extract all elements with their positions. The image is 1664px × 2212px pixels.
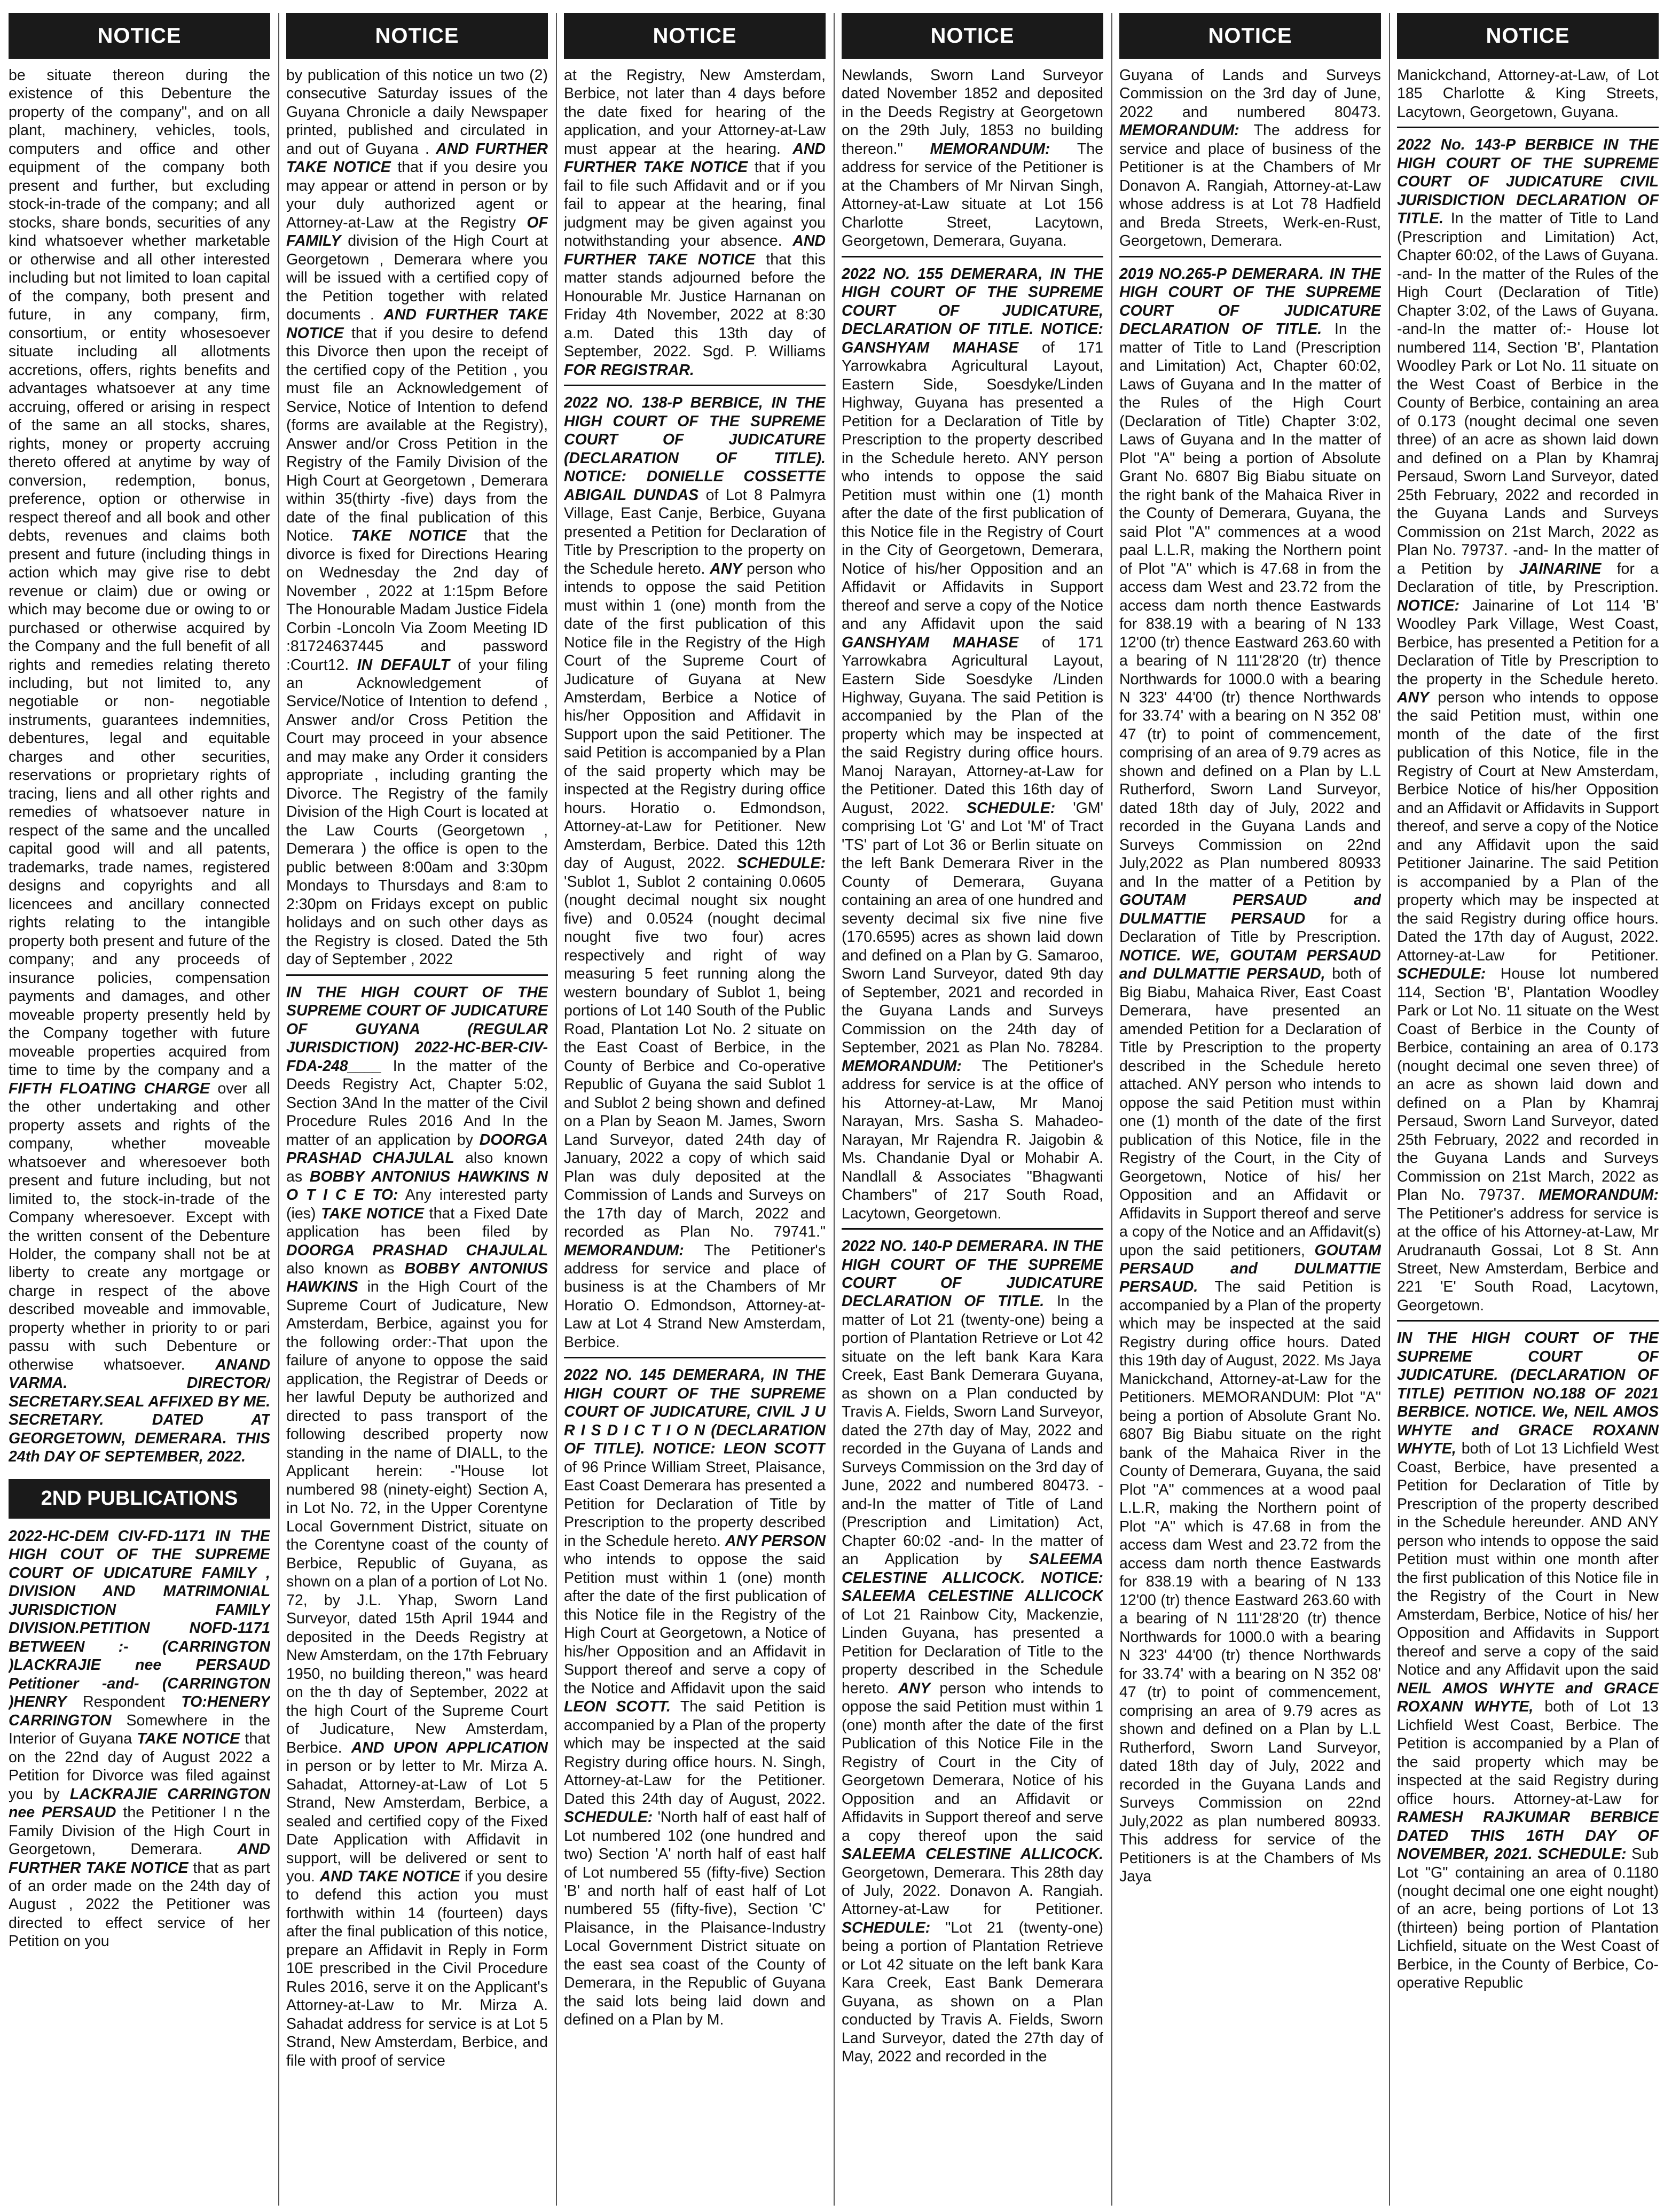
column-body [564, 66, 826, 2029]
notice-divider [842, 1228, 1103, 1230]
notice-text: 2022 NO. 138-P BERBICE, IN THE HIGH COURT OF THE SUPREME COURT OF JUDICATURE (DECLARATION OF TITLE). NOTICE: DONIELLE COSSETTE ABIGAIL DUNDAS of Lot 8 Palmyra Village, East Canje, Berbice, Guyana presented a Petition for Declaration of Title by Prescription to the property on the Schedule hereto. ANY person who intends to oppose the said Petition must within 1 (one) month from the date of the first publication of this Notice file in the Registry of the High Court of the Supreme Court of Judicature of Guyana at New Amsterdam, Berbice a Notice of his/her Opposition and Affidavit in Support upon the said Petitioner. The said Petition is accompanied by a Plan of the said property which may be inspected at the Registry during office hours. Horatio o. Edmondson, Attorney-at-Law for Petitioner. New Amsterdam, Berbice. Dated this 12th day of August, 2022. SCHEDULE: 'Sublot 1, Sublot 2 containing 0.0605 (nought decimal nought six nought five) and 0.0524 (nought decimal nought five two four) acres respectively and right of way measuring 5 feet running along the western boundary of Sublot 1, being portions of Lot 140 South of the Public Road, Plantation Lot No. 2 situate on the East Coast of Berbice, in the County of Berbice and Co-operative Republic of Guyana the said Sublot 1 and Sublot 2 being shown and defined on a Plan by Seaon M. James, Sworn Land Surveyor, dated 24th day of January, 2022 a copy of which said Plan was duly deposited at the Commission of Lands and Surveys on the 17th day of March, 2022 and recorded as Plan No. 79741." MEMORANDUM: The Petitioner's address for service and place of business is at the Chambers of Mr Horatio O. Edmondson, Attorney-at-Law at Lot 4 Strand New Amsterdam, Berbice. [564, 394, 826, 1351]
column-5 [1119, 13, 1381, 2206]
notice-text: by publication of this notice un two (2) consecutive Saturday issues of the Guyana Chronicle a daily Newspaper printed, published and circulated in and out of Guyana . AND FURTHER TAKE NOTICE that if you desire you may appear or attend in person or by your duly authorized agent or Attorney-at-Law at the Registry OF FAMILY division of the High Court at Georgetown , Demerara where you will be issued with a certified copy of the Petition together with related documents . AND FURTHER TAKE NOTICE that if you desire to defend this Divorce then upon the receipt of the certified copy of the Petition , you must file an Acknowledgement of Service, Notice of Intention to defend (forms are available at the Registry), Answer and/or Cross Petition in the Registry of the Family Division of the High Court at Georgetown , Demerara within 35(thirty -five) days from the date of the final publication of this Notice. TAKE NOTICE that the divorce is fixed for Directions Hearing on Wednesday the 2nd day of November , 2022 at 1:15pm Before The Honourable Madam Justice Fidela Corbin -Loncoln Via Zoom Meeting ID :81724637445 and password :Court12. IN DEFAULT of your filing an Acknowledgement of Service/Notice of Intention to defend , Answer and/or Cross Petition the Court may proceed in your absence and may make any Order it considers appropriate , including granting the Divorce. The Registry of the family Division of the High Court is located at the Law Courts (Georgetown , Demerara ) the office is open to the public between 8:00am and 3:30pm Mondays to Thursdays and 8:am to 2:30pm on Fridays except on public holidays and on such other days as the Registry is closed. Dated the 5th day of September , 2022 [286, 67, 548, 968]
notice-text: 2022 NO. 140-P DEMERARA. IN THE HIGH COURT OF THE SUPREME COURT OF JUDICATURE DECLARATION OF TITLE. In the matter of Lot 21 (twenty-one) being a portion of Plantation Retrieve or Lot 42 situate on the left bank Kara Kara Creek, East Bank Demerara Guyana, as shown on a Plan conducted by Travis A. Fields, Sworn Land Surveyor, dated the 27th day of May, 2022 and recorded in the Guyana of Lands and Surveys Commission on the 3rd day of June, 2022 and numbered 80473. -and-In the matter of Title of Land (Prescription and Limitation) Act, Chapter 60:02 -and- In the matter of an Application by SALEEMA CELESTINE ALLICOCK. NOTICE: SALEEMA CELESTINE ALLICOCK of Lot 21 Rainbow City, Mackenzie, Linden Guyana, has presented a Petition for Declaration of Title to the property described in the Schedule hereto. ANY person who intends to oppose the said Petition must within 1 (one) month after the date of the first Publication of this Notice File in the Registry of Court in the City of Georgetown Demerara, Notice of his Opposition and an Affidavit or Affidavits in Support thereof and serve a copy thereof upon the said SALEEMA CELESTINE ALLICOCK. Georgetown, Demerara. This 28th day of July, 2022. Donavon A. Rangiah. Attorney-at-Law for Petitioner. SCHEDULE: "Lot 21 (twenty-one) being a portion of Plantation Retrieve or Lot 42 situate on the left bank Kara Kara Creek, East Bank Demerara Guyana, as shown on a Plan conducted by Travis A. Fields, Sworn Land Surveyor, dated the 27th day of May, 2022 and recorded in the [842, 1238, 1103, 2066]
column-header: NOTICE [564, 13, 826, 59]
notice-divider [564, 1357, 826, 1358]
notice-text: 2022 NO. 145 DEMERARA, IN THE HIGH COURT OF THE SUPREME COURT OF JUDICATURE, CIVIL J U R I S D I C T I O N (DECLARATION OF TITLE). NOTICE: LEON SCOTT of 96 Prince William Street, Plaisance, East Coast Demerara has presented a Petition for Declaration of Title by Prescription to the property described in the Schedule hereto. ANY PERSON who intends to oppose the said Petition must within 1 (one) month after the date of the first publication of this Notice file in the Registry of the High Court at Georgetown, a Notice of his/her Opposition and an Affidavit in Support thereof and serve a copy of the Notice and Affidavit upon the said LEON SCOTT. The said Petition is accompanied by a Plan of the property which may be inspected at the said Registry during office hours. N. Singh, Attorney-at-Law for the Petitioner. Dated this 24th day of August, 2022. SCHEDULE: 'North half of east half of Lot numbered 102 (one hundred and two) Section 'A' north half of east half of Lot numbered 55 (fifty-five) Section 'B' and north half of east half of Lot numbered 55 (fifty-five), Section 'C' Plaisance, in the Plaisance-Industry Local Government District situate on the east sea coast of the County of Demerara, in the Republic of Guyana the said lots being laid down and defined on a Plan by M. [564, 1366, 826, 2029]
notice-text: IN THE HIGH COURT OF THE SUPREME COURT OF JUDICATURE. (DECLARATION OF TITLE) PETITION NO.188 OF 2021 BERBICE. NOTICE. We, NEIL AMOS WHYTE and GRACE ROXANN WHYTE, both of Lot 13 Lichfield West Coast, Berbice, have presented a Petition for Declaration of Title by Prescription of the property described in the Schedule hereunder. AND ANY person who intends to oppose the said Petition must within one month after the first publication of this Notice file in the Registry of the Court in New Amsterdam, Berbice, Notice of his/ her Opposition and Affidavits in Support thereof and serve a copy of the said Notice and any Affidavit upon the said NEIL AMOS WHYTE and GRACE ROXANN WHYTE, both of Lot 13 Lichfield West Coast, Berbice. The Petition is accompanied by a Plan of the said property which may be inspected at the said Registry during office hours. Attorney-at-Law for RAMESH RAJKUMAR BERBICE DATED THIS 16TH DAY OF NOVEMBER, 2021. SCHEDULE: Sub Lot "G" containing an area of 0.1180 (nought decimal one one eight nought) of an acre, being portions of Lot 13 (thirteen) being portion of Plantation Lichfield, situate on the West Coast of Berbice, in the County of Berbice, Co-operative Republic [1397, 1330, 1659, 1992]
notice-text: 2022 No. 143-P BERBICE IN THE HIGH COURT OF THE SUPREME COURT OF JUDICATURE CIVIL JURISDICTION DECLARATION OF TITLE. In the matter of Title to Land (Prescription and Limitation) Act, Chapter 60:02, of the Laws of Guyana. -and- In the matter of the Rules of the High Court (Declaration of Title) Chapter 3:02, of the Laws of Guyana. -and-In the matter of:- House lot numbered 114, Section 'B', Plantation Woodley Park or Lot No. 11 situate on the West Coast of Berbice in the County of Berbice, containing an area of 0.173 (nought decimal one seven three) of an acre as shown laid down and defined on a Plan by Khamraj Persaud, Sworn Land Surveyor, dated 25th February, 2022 and recorded in the Guyana Lands and Surveys Commission on 21st March, 2022 as Plan No. 79737. -and- In the matter of a Petition by JAINARINE for a Declaration of title, by Prescription. NOTICE: Jainarine of Lot 114 'B' Woodley Park Village, West Coast, Berbice, has presented a Petition for a Declaration of Title by Prescription to the property in the Schedule hereto. ANY person who intends to oppose the said Petition must, within one month of the date of the first publication of this Notice, file in the Registry of Court at New Amsterdam, Berbice Notice of his/her Opposition and an Affidavit or Affidavits in Support thereof, and serve a copy of the Notice and any Affidavit upon the said Petitioner Jainarine. The said Petition is accompanied by a Plan of the property which may be inspected at the said Registry during office hours. Dated the 17th day of August, 2022. Attorney-at-Law for Petitioner. SCHEDULE: House lot numbered 114, Section 'B', Plantation Woodley Park or Lot No. 11 situate on the West Coast of Berbice in the County of Berbice, containing an area of 0.173 (nought decimal one seven three) of an acre as shown laid down and defined on a Plan by Khamraj Persaud, Sworn Land Surveyor, dated 25th February, 2022 and recorded in the Guyana Lands and Surveys Commission on 21st March, 2022 as Plan No. 79737. MEMORANDUM: The Petitioner's address for service is at the office of his Attorney-at-Law, Mr Arudranauth Gossai, Lot 8 St. Ann Street, New Amsterdam, Berbice and 221 'E' South Road, Lacytown, Georgetown. [1397, 136, 1659, 1314]
column-4 [842, 13, 1103, 2206]
column-body [286, 66, 548, 2070]
notice-divider [1119, 256, 1381, 257]
notice-divider [564, 385, 826, 386]
column-divider [278, 13, 279, 2206]
notice-divider [1397, 1320, 1659, 1322]
column-divider [1389, 13, 1390, 2206]
column-6 [1397, 13, 1659, 2206]
column-divider [834, 13, 835, 2206]
notice-text: Guyana of Lands and Surveys Commission on the 3rd day of June, 2022 and numbered 80473. MEMORANDUM: The address for service and place of business of the Petitioner is at the Chambers of Mr Donavon A. Rangiah, Attorney-at-Law whose address is at Lot 78 Hadfield and Breda Streets, Werk-en-Rust, Georgetown, Demerara. [1119, 67, 1381, 250]
column-body [9, 66, 270, 1951]
column-1 [9, 13, 270, 2206]
column-body [1119, 66, 1381, 1886]
notice-divider [286, 974, 548, 976]
column-header: NOTICE [9, 13, 270, 59]
notice-divider [842, 256, 1103, 257]
column-header: NOTICE [842, 13, 1103, 59]
column-divider [556, 13, 557, 2206]
column-body [842, 66, 1103, 2066]
column-body [1397, 66, 1659, 1992]
column-divider [1111, 13, 1112, 2206]
column-header: NOTICE [1397, 13, 1659, 59]
notice-text: Manickchand, Attorney-at-Law, of Lot 185 Charlotte & King Streets, Lacytown, Georgetown, Guyana. [1397, 67, 1659, 121]
notice-text: 2022-HC-DEM CIV-FD-1171 IN THE HIGH COUT OF THE SUPREME COURT OF UDICATURE FAMILY , DIVISION AND MATRIMONIAL JURISDICTION FAMILY DIVISION.PETITION NOFD-1171 BETWEEN :- (CARRINGTON )LACKRAJIE nee PERSAUD Petitioner -and- (CARRINGTON )HENRY Respondent TO:HENERY CARRINGTON Somewhere in the Interior of Guyana TAKE NOTICE that on the 22nd day of August 2022 a Petition for Divorce was filed against you by LACKRAJIE CARRINGTON nee PERSAUD the Petitioner I n the Family Division of the High Court in Georgetown, Demerara. AND FURTHER TAKE NOTICE that as part of an order made on the 24th day of August , 2022 the Petitioner was directed to effect service of her Petition on you [9, 1527, 270, 1950]
notice-text: IN THE HIGH COURT OF THE SUPREME COURT OF JUDICATURE OF GUYANA (REGULAR JURISDICTION) 2022-HC-BER-CIV- FDA-248____ In the matter of the Deeds Registry Act, Chapter 5:02, Section 3And In the matter of the Civil Procedure Rules 2016 And In the matter of an application by DOORGA PRASHAD CHAJULAL also known as BOBBY ANTONIUS HAWKINS N O T I C E TO: Any interested party (ies) TAKE NOTICE that a Fixed Date application has been filed by DOORGA PRASHAD CHAJULAL also known as BOBBY ANTONIUS HAWKINS in the High Court of the Supreme Court of Judicature, New Amsterdam, Berbice, against you for the following order:-That upon the failure of anyone to oppose the said application, the Registrar of Deeds or her lawful Deputy be authorized and directed to pass transport of the following described property now standing in the name of DIALL, to the Applicant herein: -"House lot numbered 98 (ninety-eight) Section A, in Lot No. 72, in the Upper Corentyne Local Government District, situate on the Corentyne coast of the county of Berbice, Republic of Guyana, as shown on a plan of a portion of Lot No. 72, by J.L. Yhap, Sworn Land Surveyor, dated 15th April 1944 and deposited in the Deeds Registry at New Amsterdam, on the 17th February 1950, no building thereon," was heard on the th day of September, 2022 at the high Court of the Supreme Court of Judicature, New Amsterdam, Berbice. AND UPON APPLICATION in person or by letter to Mr. Mirza A. Sahadat, Attorney-at-Law of Lot 5 Strand, New Amsterdam, Berbice, a sealed and certified copy of the Fixed Date Application with Affidavit in support, will be delivered or sent to you. AND TAKE NOTICE if you desire to defend this action you must forthwith within 14 (fourteen) days after the final publication of this notice, prepare an Affidavit in Reply in Form 10E prescribed in the Civil Procedure Rules 2016, serve it on the Applicant's Attorney-at-Law to Mr. Mirza A. Sahadat address for service is at Lot 5 Strand, New Amsterdam, Berbice, and file with proof of service [286, 983, 548, 2069]
notice-text: Newlands, Sworn Land Surveyor dated November 1852 and deposited in the Deeds Registry at Georgetown on the 29th July, 1853 no building thereon." MEMORANDUM: The address for service of the Petitioner is at the Chambers of Mr Nirvan Singh, Attorney-at-Law situate at Lot 156 Charlotte Street, Lacytown, Georgetown, Demerara, Guyana. [842, 67, 1103, 250]
column-3 [564, 13, 826, 2206]
notice-text: at the Registry, New Amsterdam, Berbice, not later than 4 days before the date fixed for hearing of the application, and your Attorney-at-Law must appear at the hearing. AND FURTHER TAKE NOTICE that if you fail to file such Affidavit and or if you fail to appear at the hearing, final judgment may be given against you notwithstanding your absence. AND FURTHER TAKE NOTICE that this matter stands adjourned before the Honourable Mr. Justice Harnanan on Friday 4th November, 2022 at 8:30 a.m. Dated this 13th day of September, 2022. Sgd. P. Williams FOR REGISTRAR. [564, 67, 826, 379]
column-header: NOTICE [1119, 13, 1381, 59]
notice-divider [1397, 127, 1659, 128]
notice-text: 2022 NO. 155 DEMERARA, IN THE HIGH COURT OF THE SUPREME COURT OF JUDICATURE, DECLARATION OF TITLE. NOTICE: GANSHYAM MAHASE of 171 Yarrowkabra Agricultural Layout, Eastern Side, Soesdyke/Linden Highway, Guyana has presented a Petition for a Declaration of Title by Prescription to the property described in the Schedule hereto. ANY person who intends to oppose the said Petition must within one (1) month after the date of the first publication of this Notice file in the Registry of Court in the City of Georgetown, Demerara, Notice of his/her Opposition and an Affidavit or Affidavits in Support thereof and serve a copy of the Notice and any Affidavit upon the said GANSHYAM MAHASE of 171 Yarrowkabra Agricultural Layout, Eastern Side Soesdyke /Linden Highway, Guyana. The said Petition is accompanied by the Plan of the property which may be inspected at the said Registry during office hours. Manoj Narayan, Attorney-at-Law for the Petitioner. Dated this 16th day of August, 2022. SCHEDULE: 'GM' comprising Lot 'G' and Lot 'M' of Tract 'TS' part of Lot 36 or Berlin situate on the left Bank Demerara River in the County of Demerara, Guyana containing an area of one hundred and seventy decimal six five nine five (170.6595) acres as shown laid down and defined on a Plan by G. Samaroo, Sworn Land Surveyor, dated 9th day of September, 2021 and recorded in the Guyana Lands and Surveys Commission on the 24th day of September, 2021 as Plan No. 78284. MEMORANDUM: The Petitioner's address for service is at the office of his Attorney-at-Law, Mr Manoj Narayan, Mrs. Sasha S. Mahadeo-Narayan, Mr Rajendra R. Jaigobin & Ms. Chandanie Dyal or Mohabir A. Nandlall & Associates "Bhagwanti Chambers" of 217 South Road, Lacytown, Georgetown. [842, 265, 1103, 1222]
notice-text: 2019 NO.265-P DEMERARA. IN THE HIGH COURT OF THE SUPREME COURT OF JUDICATURE DECLARATION OF TITLE. In the matter of Title to Land (Prescription and Limitation) Act, Chapter 60:02, Laws of Guyana and In the matter of the Rules of the High Court (Declaration of Title) Chapter 3:02, Laws of Guyana and In the matter of Plot "A" being a portion of Absolute Grant No. 6807 Big Biabu situate on the right bank of the Mahaica River in the County of Demerara, Guyana, the said Plot "A" commences at a wood paal L.L.R, making the Northern point of Plot "A" which is 47.68 in from the access dam West and 23.72 from the access dam north thence Eastwards for 838.19 with a bearing of N 133 12'00 (tr) thence Eastward 263.60 with a bearing of N 111'28'20 (tr) thence Northwards for 1000.0 with a bearing N 323' 44'00 (tr) thence Northwards for 33.74' with a bearing on N 352 08' 47 (tr) to point of commencement, comprising of an area of 9.79 acres as shown and defined on a Plan by L.L Rutherford, Sworn Land Surveyor, dated 18th day of July, 2022 and recorded in the Guyana Lands and Surveys Commission on 22nd July,2022 as Plan numbered 80933 and In the matter of a Petition by GOUTAM PERSAUD and DULMATTIE PERSAUD for a Declaration of Title by Prescription. NOTICE. WE, GOUTAM PERSAUD and DULMATTIE PERSAUD, both of Big Biabu, Mahaica River, East Coast Demerara, have presented an amended Petition for a Declaration of Title by Prescription to the property described in the Schedule hereto attached. ANY person who intends to oppose the said Petition must within one (1) month of the date of the first publication of this Notice, file in the Registry of the Court, in the City of Georgetown, Notice of his/ her Opposition and an Affidavit or Affidavits in Support thereof and serve a copy of the Notice and an Affidavit(s) upon the said petitioners, GOUTAM PERSAUD and DULMATTIE PERSAUD. The said Petition is accompanied by a Plan of the property which may be inspected at the said Registry during office hours. Dated this 19th day of August, 2022. Ms Jaya Manickchand, Attorney-at-Law for the Petitioners. MEMORANDUM: Plot "A" being a portion of Absolute Grant No. 6807 Big Biabu situate on the right bank of the Mahaica River in the County of Demerara, Guyana, the said Plot "A" commences at a wood paal L.L.R, making the Northern point of Plot "A" which is 47.68 in from the access dam West and 23.72 from the access dam north thence Eastwards for 838.19 with a bearing of N 133 12'00 (tr) thence Eastward 263.60 with a bearing of N 111'28'20 (tr) thence Northwards for 1000.0 with a bearing N 323' 44'00 (tr) thence Northwards for 33.74' with a bearing on N 352 08' 47 (tr) to point of commencement, comprising an area of 9.79 acres as shown and defined on a Plan by L.L Rutherford, Sworn Land Surveyor, dated 18th day of July, 2022 and recorded in the Guyana Lands and Surveys Commission on 22nd July,2022 as plan numbered 80933. This address for service of the Petitioners is at the Chambers of Ms Jaya [1119, 265, 1381, 1885]
column-2 [286, 13, 548, 2206]
section-header-2nd-publications: 2ND PUBLICATIONS [9, 1479, 270, 1519]
column-header: NOTICE [286, 13, 548, 59]
notice-text: be situate thereon during the existence of this Debenture the property of the company", and on all plant, machinery, vehicles, tools, computers and office and other equipment of the company both present and further, but excluding stock-in-trade of the company; and all stocks, share bonds, securities of any kind whatsoever whether marketable or otherwise and all other interested including but not limited to loan capital of the company, both present and future, in any company, firm, consortium, or entity whosesoever situate including all allotments accretions, offers, rights benefits and advantages whatsoever at any time accruing, offered or arising in respect of the same an all stocks, shares, rights, money or property accruing thereto offered at anytime by way of conversion, redemption, bonus, preference, option or otherwise in respect thereof and all book and other debts, revenues and claims both present and future (including things in action which may give rise to debt revenue or claim) due or owing or which may become due or owing to or purchased or otherwise acquired by the Company and the full benefit of all rights and remedies relating thereto including, but not limited to, any negotiable or non- negotiable instruments, guarantees indemnities, debentures, legal and equitable charges and other securities, reservations or proprietary rights of tracing, liens and all other rights and remedies of whatsoever nature in respect of the same and the uncalled capital good will and all patents, trademarks, trade names, registered designs and copyrights and all licencees and ancillary connected rights relating to the intangible property both present and future of the company; and any proceeds of insurance policies, compensation payments and damages, and other moveable property presently held by the Company together with future moveable properties acquired from time to time by the company and a FIFTH FLOATING CHARGE over all the other undertaking and other property assets and rights of the company, whether moveable whatsoever and wheresoever both present and future including, but not limited to, the stock-in-trade of the Company wheresoever. Except with the written consent of the Debenture Holder, the company shall not be at liberty to create any mortgage or charge in respect of the above described moveable and immovable, property whether in priority to or pari passu with such Debenture or otherwise whatsoever. ANAND VARMA. DIRECTOR/ SECRETARY.SEAL AFFIXED BY ME. SECRETARY. DATED AT GEORGETOWN, DEMERARA. THIS 24th DAY OF SEPTEMBER, 2022. [9, 67, 270, 1466]
